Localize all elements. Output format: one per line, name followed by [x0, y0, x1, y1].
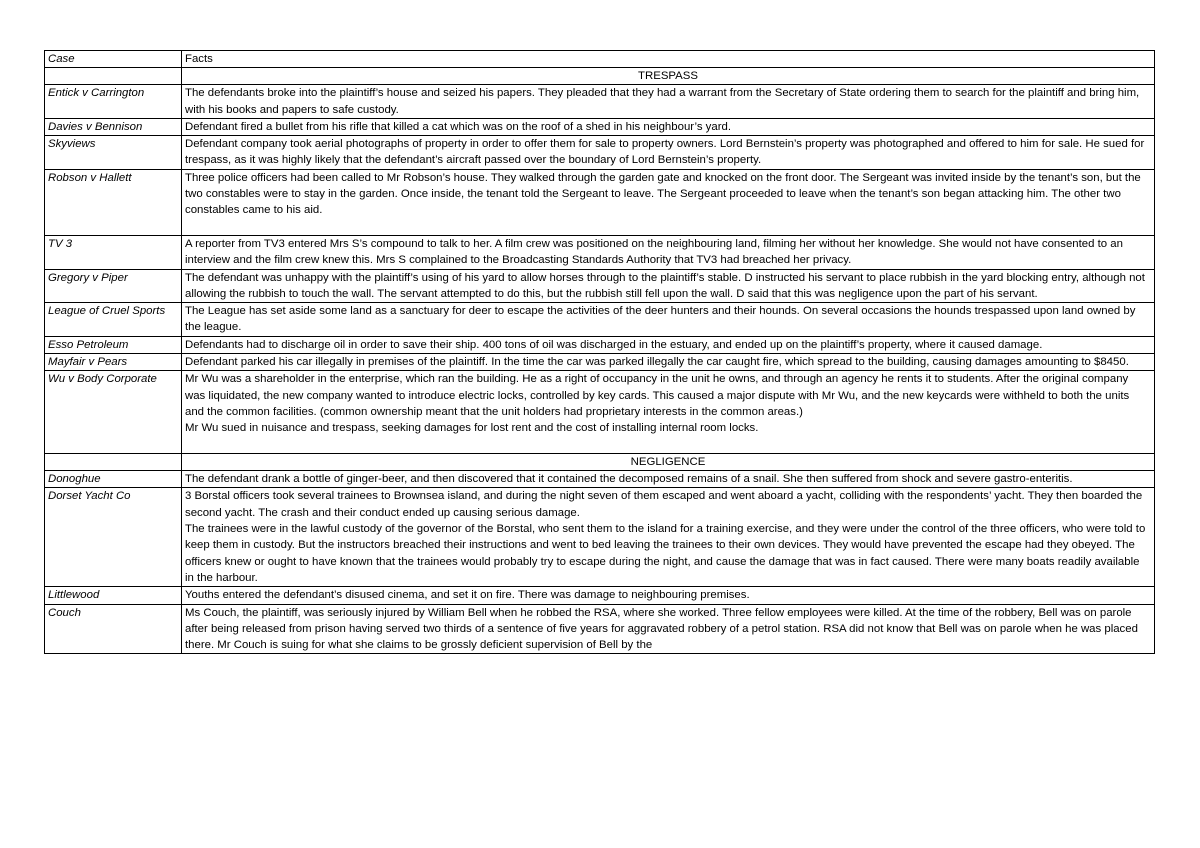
facts-paragraph: A reporter from TV3 entered Mrs S’s compound to talk to her. A film crew was positioned on the neighbouring land, filming her without her knowledge. She would not have consented to an interview and the film crew knew this. Mrs S complained to the Broadcasting Standards Authority that TV3 had breached her privacy. — [185, 237, 1123, 267]
section-row-trespass — [45, 68, 1155, 85]
case-name: Gregory v Piper — [45, 269, 182, 303]
facts-paragraph: The defendant was unhappy with the plaintiff’s using of his yard to allow horses through to the plaintiff’s stable. D instructed his servant to place rubbish in the yard blocking entry, although not allowing the rubbish to touch the wall. The servant attempted to do this, but the rubbish still fell upon the wall. D said that this was negligence upon the part of his servant. — [185, 271, 1145, 300]
header-case: Case — [45, 51, 182, 68]
table-row — [45, 235, 1155, 269]
table-row — [45, 587, 1155, 604]
facts-paragraph: The defendants broke into the plaintiff’s house and seized his papers. They pleaded that they had a warrant from the Secretary of State ordering them to search for the plaintiff and bring him, with his books and papers to safe custody. — [185, 87, 1140, 116]
case-name: Dorset Yacht Co — [45, 488, 182, 587]
header-row — [45, 51, 1155, 68]
case-facts — [182, 169, 1155, 235]
case-name: Littlewood — [45, 587, 182, 604]
case-facts — [182, 303, 1155, 337]
case-facts — [182, 488, 1155, 587]
blank-line — [185, 219, 1151, 235]
facts-paragraph: Defendant company took aerial photographs of property in order to offer them for sale to property owners. Lord Bernstein’s property was photographed and offered to him for sale. He sued for trespass, as it was highly likely that the defendant’s aircraft passed over the boundary of Lord Bernstein’s property. — [185, 138, 1145, 167]
section-blank-cell — [45, 68, 182, 85]
case-name: Skyviews — [45, 136, 182, 170]
case-facts — [182, 336, 1155, 353]
facts-paragraph: The defendant drank a bottle of ginger-beer, and then discovered that it contained the decomposed remains of a snail. She then suffered from shock and severe gastro-enteritis. — [185, 473, 1073, 486]
case-facts — [182, 587, 1155, 604]
blank-line — [185, 437, 1151, 453]
table-row — [45, 85, 1155, 119]
case-name: Couch — [45, 604, 182, 654]
facts-paragraph: Mr Wu sued in nuisance and trespass, seeking damages for lost rent and the cost of installing internal room locks. — [185, 422, 759, 435]
case-name: Esso Petroleum — [45, 336, 182, 353]
case-facts — [182, 136, 1155, 170]
table-row — [45, 471, 1155, 488]
table-row — [45, 303, 1155, 337]
case-name: Davies v Bennison — [45, 118, 182, 135]
case-facts — [182, 371, 1155, 453]
facts-paragraph: Defendant parked his car illegally in premises of the plaintiff. In the time the car was parked illegally the car caught fire, which spread to the building, causing damages amounting to $8450. — [185, 356, 1129, 369]
case-name: Entick v Carrington — [45, 85, 182, 119]
case-name: Donoghue — [45, 471, 182, 488]
table-row — [45, 371, 1155, 453]
document-page — [44, 50, 1155, 654]
case-name: Wu v Body Corporate — [45, 371, 182, 453]
facts-paragraph: The League has set aside some land as a sanctuary for deer to escape the activities of the deer hunters and their hounds. On several occasions the hounds trespassed upon land owned by the league. — [185, 305, 1136, 334]
facts-paragraph: Mr Wu was a shareholder in the enterprise, which ran the building. He as a right of occupancy in the unit he owns, and through an agency he rents it to students. After the original company was liquidated, the new company wanted to introduce electric locks, controlled by key cards. This caused a major dispute with Mr Wu, and the new keycards were withheld to both the units and the common facilities. (common ownership meant that the unit holders had proprietary interests in the common areas.) — [185, 373, 1130, 418]
table-row — [45, 169, 1155, 235]
section-row-negligence — [45, 453, 1155, 470]
table-row — [45, 136, 1155, 170]
case-facts — [182, 118, 1155, 135]
case-facts — [182, 471, 1155, 488]
table-row — [45, 604, 1155, 654]
facts-paragraph: 3 Borstal officers took several trainees to Brownsea island, and during the night seven of them escaped and went aboard a yacht, colliding with the respondents’ yacht. They then boarded the second yacht. The crash and their conduct ended up causing serious damage. — [185, 490, 1143, 519]
case-name: League of Cruel Sports — [45, 303, 182, 337]
case-facts-table — [44, 50, 1155, 654]
case-facts — [182, 604, 1155, 654]
facts-paragraph: The trainees were in the lawful custody of the governor of the Borstal, who sent them to the island for a training exercise, and they were under the control of the three officers, who were told to keep them in custody. But the instructors breached their instructions and went to bed leaving the trainees to their own devices. They would have prevented the escape had they obeyed. The officers knew or ought to have known that the trainees would probably try to escape during the night, and cause the damage that was in fact caused. There were many boats readily available in the harbour. — [185, 523, 1146, 584]
case-facts — [182, 354, 1155, 371]
section-title: TRESPASS — [182, 68, 1155, 85]
facts-paragraph: Defendants had to discharge oil in order to save their ship. 400 tons of oil was discharged in the estuary, and ended up on the plaintiff’s property, where it caused damage. — [185, 338, 1043, 351]
table-body — [45, 51, 1155, 654]
case-name: Robson v Hallett — [45, 169, 182, 235]
table-row — [45, 488, 1155, 587]
case-facts — [182, 269, 1155, 303]
table-row — [45, 269, 1155, 303]
case-facts — [182, 85, 1155, 119]
table-row — [45, 336, 1155, 353]
case-name: Mayfair v Pears — [45, 354, 182, 371]
section-title: NEGLIGENCE — [182, 453, 1155, 470]
facts-paragraph: Ms Couch, the plaintiff, was seriously injured by William Bell when he robbed the RSA, where she worked. Three fellow employees were killed. At the time of the robbery, Bell was on parole after being released from prison having served two thirds of a sentence of five years for aggravated robbery of a petrol station. RSA did not know that Bell was on parole when he was placed there. Mr Couch is suing for what she claims to be grossly deficient supervision of Bell by the — [185, 606, 1138, 652]
section-blank-cell — [45, 453, 182, 470]
case-facts — [182, 235, 1155, 269]
facts-paragraph: Youths entered the defendant’s disused cinema, and set it on fire. There was damage to neighbouring premises. — [185, 589, 750, 602]
table-row — [45, 354, 1155, 371]
table-row — [45, 118, 1155, 135]
facts-paragraph: Three police officers had been called to Mr Robson’s house. They walked through the garden gate and knocked on the front door. The Sergeant was invited inside by the tenant’s son, but the two constables were to stay in the garden. Once inside, the tenant told the Sergeant to leave. The Sergeant proceeded to leave when the tenant’s son began attacking him. The other two constables came to his aid. — [185, 171, 1141, 217]
header-facts: Facts — [182, 51, 1155, 68]
case-name: TV 3 — [45, 235, 182, 269]
facts-paragraph: Defendant fired a bullet from his rifle that killed a cat which was on the roof of a shed in his neighbour’s yard. — [185, 120, 732, 133]
